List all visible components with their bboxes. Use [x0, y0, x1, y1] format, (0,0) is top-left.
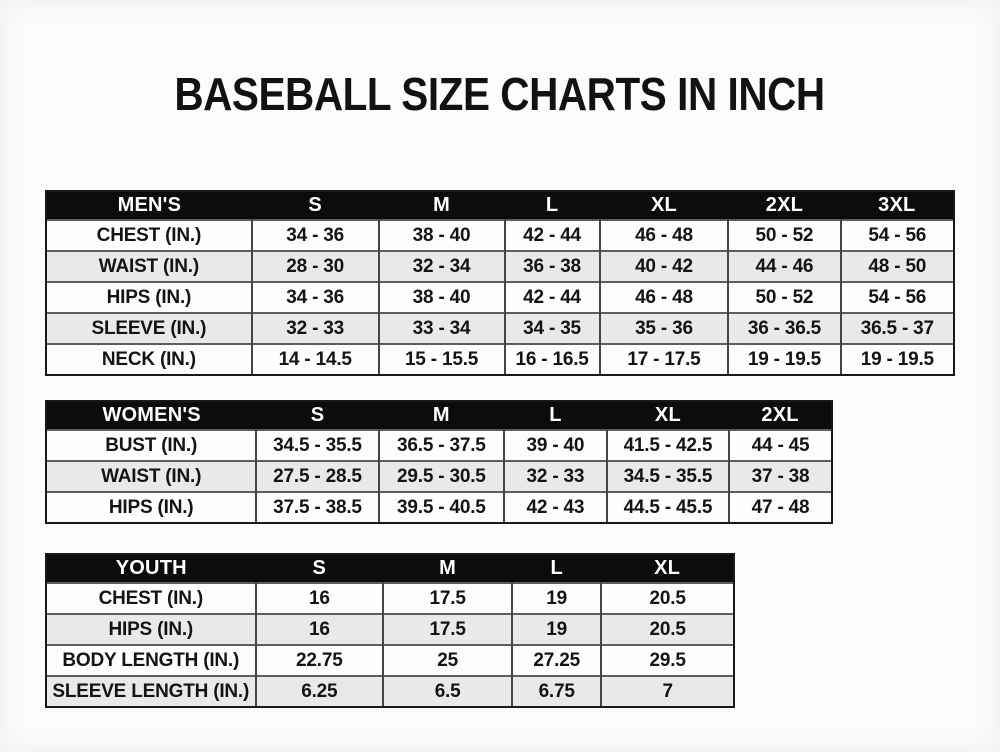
size-cell: 20.5 — [601, 583, 733, 614]
size-cell: 38 - 40 — [379, 220, 505, 251]
size-cell: 42 - 44 — [505, 220, 600, 251]
column-header: 2XL — [729, 402, 831, 430]
size-cell: 32 - 34 — [379, 251, 505, 282]
youth-size-table — [45, 553, 735, 708]
size-cell: 17.5 — [383, 583, 512, 614]
size-cell: 46 - 48 — [600, 220, 729, 251]
size-cell: 36 - 36.5 — [728, 313, 840, 344]
table-row — [47, 645, 733, 676]
size-cell: 17 - 17.5 — [600, 344, 729, 374]
row-label: HIPS (IN.) — [47, 614, 256, 645]
size-cell: 27.5 - 28.5 — [256, 461, 378, 492]
row-label: HIPS (IN.) — [47, 282, 252, 313]
table-row — [47, 492, 831, 522]
size-cell: 50 - 52 — [728, 282, 840, 313]
table-row — [47, 251, 953, 282]
size-cell: 34 - 36 — [252, 220, 379, 251]
column-header: L — [504, 402, 607, 430]
size-cell: 42 - 44 — [505, 282, 600, 313]
column-header: M — [383, 555, 512, 583]
size-cell: 39.5 - 40.5 — [379, 492, 504, 522]
column-header: XL — [607, 402, 729, 430]
size-cell: 14 - 14.5 — [252, 344, 379, 374]
womens-size-table — [45, 400, 833, 524]
size-cell: 36.5 - 37.5 — [379, 430, 504, 461]
row-label: WAIST (IN.) — [47, 251, 252, 282]
column-header: XL — [601, 555, 733, 583]
youth-table — [47, 555, 733, 706]
size-cell: 20.5 — [601, 614, 733, 645]
size-cell: 54 - 56 — [841, 220, 953, 251]
row-label: NECK (IN.) — [47, 344, 252, 374]
size-cell: 34 - 36 — [252, 282, 379, 313]
row-label: SLEEVE LENGTH (IN.) — [47, 676, 256, 706]
size-cell: 46 - 48 — [600, 282, 729, 313]
row-label: WAIST (IN.) — [47, 461, 256, 492]
row-label: CHEST (IN.) — [47, 220, 252, 251]
size-cell: 29.5 — [601, 645, 733, 676]
size-cell: 19 - 19.5 — [728, 344, 840, 374]
column-header: M — [379, 402, 504, 430]
size-cell: 34.5 - 35.5 — [607, 461, 729, 492]
column-header: M — [379, 192, 505, 220]
column-header: S — [256, 402, 378, 430]
size-cell: 38 - 40 — [379, 282, 505, 313]
table-row — [47, 313, 953, 344]
row-label: HIPS (IN.) — [47, 492, 256, 522]
table-row — [47, 344, 953, 374]
size-cell: 48 - 50 — [841, 251, 953, 282]
size-cell: 40 - 42 — [600, 251, 729, 282]
size-cell: 16 — [256, 614, 384, 645]
size-cell: 33 - 34 — [379, 313, 505, 344]
mens-table — [47, 192, 953, 374]
size-cell: 27.25 — [512, 645, 601, 676]
table-row — [47, 430, 831, 461]
womens-table — [47, 402, 831, 522]
table-row — [47, 220, 953, 251]
size-cell: 34 - 35 — [505, 313, 600, 344]
size-cell: 19 - 19.5 — [841, 344, 953, 374]
table-row — [47, 461, 831, 492]
row-label: BODY LENGTH (IN.) — [47, 645, 256, 676]
size-cell: 16 - 16.5 — [505, 344, 600, 374]
size-cell: 6.5 — [383, 676, 512, 706]
size-cell: 34.5 - 35.5 — [256, 430, 378, 461]
size-cell: 44.5 - 45.5 — [607, 492, 729, 522]
table-row — [47, 614, 733, 645]
table-row — [47, 282, 953, 313]
size-cell: 37 - 38 — [729, 461, 831, 492]
size-cell: 54 - 56 — [841, 282, 953, 313]
table-row — [47, 583, 733, 614]
size-cell: 39 - 40 — [504, 430, 607, 461]
size-cell: 29.5 - 30.5 — [379, 461, 504, 492]
size-cell: 35 - 36 — [600, 313, 729, 344]
size-cell: 50 - 52 — [728, 220, 840, 251]
size-cell: 42 - 43 — [504, 492, 607, 522]
size-cell: 44 - 45 — [729, 430, 831, 461]
column-header: S — [252, 192, 379, 220]
table-row — [47, 676, 733, 706]
table-title-header: MEN'S — [47, 192, 252, 220]
size-cell: 28 - 30 — [252, 251, 379, 282]
size-cell: 41.5 - 42.5 — [607, 430, 729, 461]
size-cell: 19 — [512, 614, 601, 645]
column-header: L — [512, 555, 601, 583]
column-header: L — [505, 192, 600, 220]
size-cell: 6.75 — [512, 676, 601, 706]
size-cell: 7 — [601, 676, 733, 706]
size-cell: 47 - 48 — [729, 492, 831, 522]
header-row — [47, 402, 831, 430]
size-cell: 32 - 33 — [504, 461, 607, 492]
header-row — [47, 192, 953, 220]
header-row — [47, 555, 733, 583]
mens-size-table — [45, 190, 955, 376]
size-cell: 32 - 33 — [252, 313, 379, 344]
size-cell: 15 - 15.5 — [379, 344, 505, 374]
column-header: 3XL — [841, 192, 953, 220]
column-header: S — [256, 555, 384, 583]
table-title-header: WOMEN'S — [47, 402, 256, 430]
column-header: 2XL — [728, 192, 840, 220]
size-cell: 25 — [383, 645, 512, 676]
row-label: CHEST (IN.) — [47, 583, 256, 614]
table-title-header: YOUTH — [47, 555, 256, 583]
size-cell: 22.75 — [256, 645, 384, 676]
size-cell: 19 — [512, 583, 601, 614]
page-title — [0, 68, 1000, 120]
size-cell: 16 — [256, 583, 384, 614]
size-cell: 6.25 — [256, 676, 384, 706]
column-header: XL — [600, 192, 729, 220]
row-label: BUST (IN.) — [47, 430, 256, 461]
size-cell: 37.5 - 38.5 — [256, 492, 378, 522]
row-label: SLEEVE (IN.) — [47, 313, 252, 344]
size-cell: 36.5 - 37 — [841, 313, 953, 344]
page-title-text: BASEBALL SIZE CHARTS IN INCH — [174, 68, 826, 120]
size-cell: 36 - 38 — [505, 251, 600, 282]
size-cell: 17.5 — [383, 614, 512, 645]
size-cell: 44 - 46 — [728, 251, 840, 282]
